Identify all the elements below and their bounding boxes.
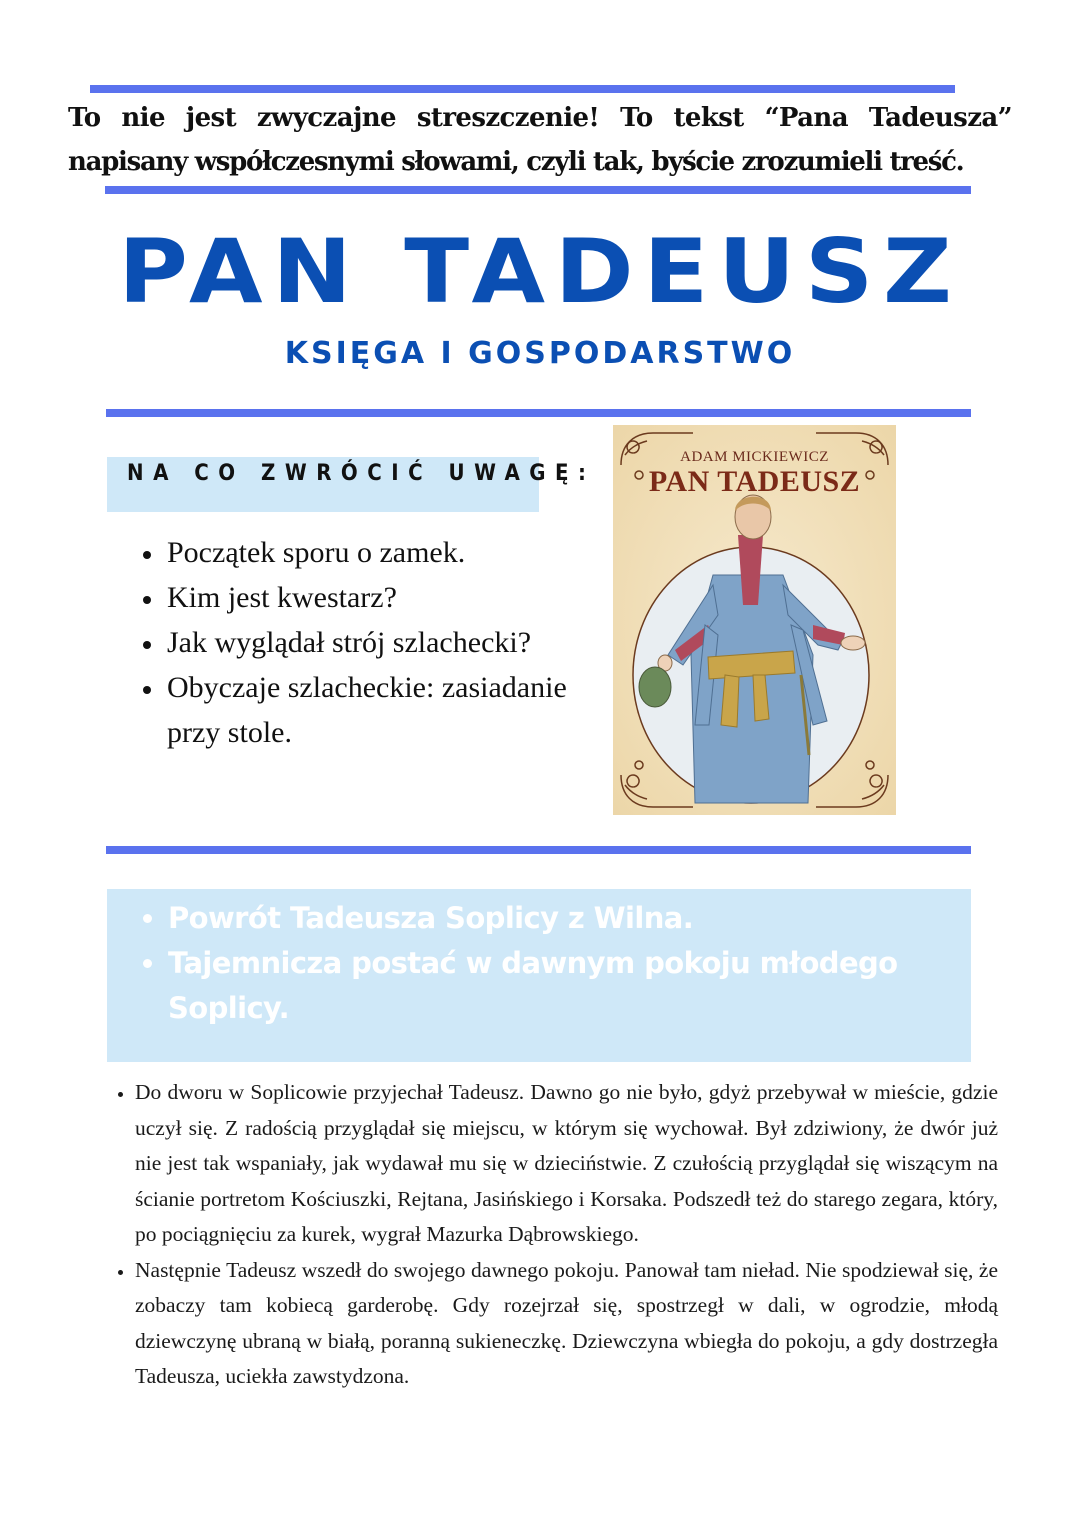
summary-list: [128, 896, 988, 1031]
intro-text: [68, 96, 1012, 184]
attention-list: [128, 530, 585, 755]
attention-item: • Kim jest kwestarz?: [165, 575, 585, 620]
intro-bottom-rule: [105, 186, 971, 194]
intro-line-2: napisany współczesnymi słowami, czyli tak, byście zrozumieli treść.: [68, 147, 964, 177]
page-subtitle: KSIĘGA I GOSPODARSTWO: [284, 336, 796, 371]
attention-item: • Początek sporu o zamek.: [165, 530, 585, 575]
top-rule: [90, 85, 955, 93]
title-bottom-rule: [106, 409, 971, 417]
cover-title: PAN TADEUSZ: [648, 465, 861, 498]
attention-heading: NA CO ZWRÓCIĆ UWAGĘ:: [127, 461, 596, 486]
summary-item: • Powrót Tadeusza Soplicy z Wilna.: [168, 896, 988, 941]
attention-item: • Obyczaje szlacheckie: zasiadanie przy stole.: [165, 665, 585, 755]
page-title: PAN TADEUSZ: [118, 220, 962, 323]
book-cover-image: [613, 425, 896, 815]
body-text-list: [108, 1075, 998, 1395]
body-paragraph: • Do dworu w Soplicowie przyjechał Tadeusz. Dawno go nie było, gdyż przebywał w mieście, gdzie uczył się. Z radością przyglądał się miejscu, w którym się wychował. Był zdziwiony, że dwór już nie jest tak wspaniały, jak wydawał mu się w dzieciństwie. Z czułością przyglądał się wiszącym na ścianie portretom Kościuszki, Rejtana, Jasińskiego i Korsaka. Podszedł też do starego zegara, który, po pociągnięciu za kurek, wygrał Mazurka Dąbrowskiego.: [135, 1075, 998, 1253]
summary-item: • Tajemnicza postać w dawnym pokoju młodego Soplicy.: [168, 941, 988, 1031]
intro-line-1: To nie jest zwyczajne streszczenie! To tekst “Pana Tadeusza”: [68, 103, 1012, 133]
cover-author: ADAM MICKIEWICZ: [680, 449, 829, 465]
section-divider-rule: [106, 846, 971, 854]
body-paragraph: • Następnie Tadeusz wszedł do swojego dawnego pokoju. Panował tam nieład. Nie spodziewał się, że zobaczy tam kobiecą garderobę. Gdy rozejrzał się, spostrzegł w dali, w ogrodzie, młodą dziewczynę ubraną w białą, poranną sukieneczkę. Dziewczyna wbiegła do pokoju, a gdy dostrzegła Tadeusza, uciekła zawstydzona.: [135, 1253, 998, 1395]
attention-item: • Jak wyglądał strój szlachecki?: [165, 620, 585, 665]
